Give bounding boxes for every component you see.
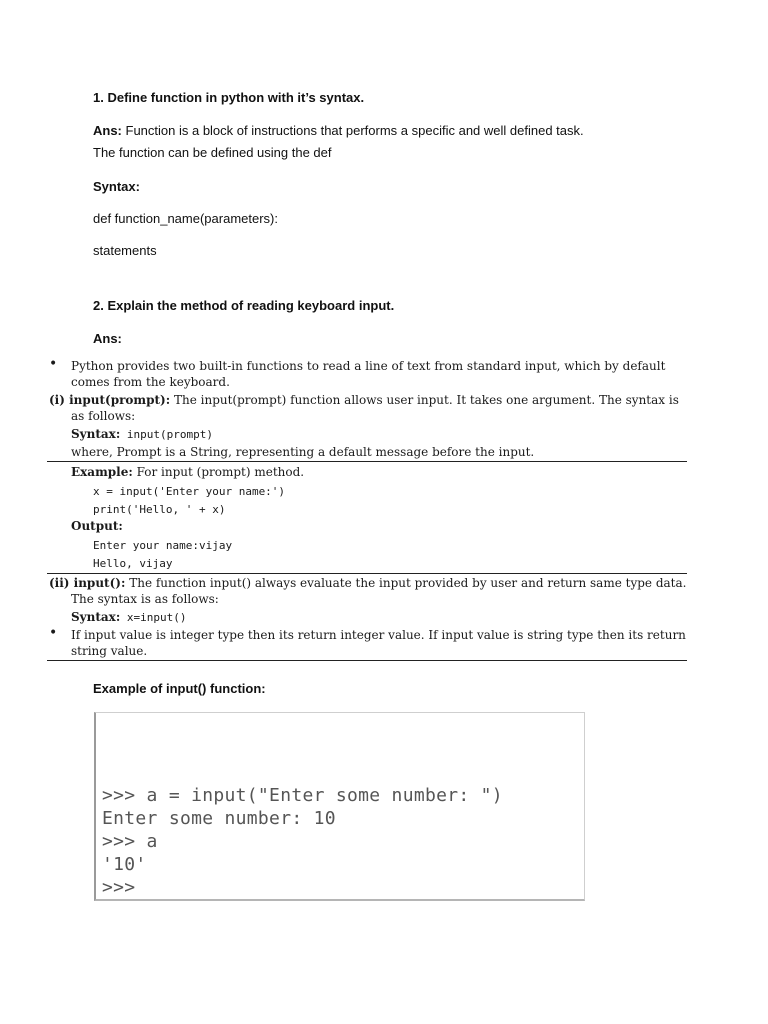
console-line: Enter some number: 10 <box>102 808 336 829</box>
input-func-line-2: The syntax is as follows: <box>71 592 219 606</box>
bullet-1-line-1: Python provides two built-in functions to read a line of text from standard input, which by default <box>71 359 666 373</box>
divider <box>47 461 687 462</box>
bullet-2-line-1: If input value is integer type then its return integer value. If input value is string type then its return <box>71 628 686 642</box>
input-prompt-line-2: as follows: <box>71 409 136 423</box>
divider <box>47 660 687 661</box>
python-console-screenshot <box>94 712 585 901</box>
question-2-title: 2. Explain the method of reading keyboard input. <box>93 298 395 313</box>
input-prompt-syntax <box>71 426 213 443</box>
output-label: Output: <box>71 519 123 533</box>
code-line-1: x = input('Enter your name:') <box>93 485 286 498</box>
where-line: where, Prompt is a String, representing a default message before the input. <box>71 445 535 459</box>
example-text: For input (prompt) method. <box>132 465 305 479</box>
example-heading: Example of input() function: <box>93 681 266 696</box>
question-1-title: 1. Define function in python with it’s syntax. <box>93 90 365 105</box>
syntax-code: x=input() <box>120 611 187 624</box>
divider <box>47 573 687 574</box>
syntax-code: input(prompt) <box>120 428 213 441</box>
console-line: '10' <box>102 854 147 875</box>
code-line-2: print('Hello, ' + x) <box>93 503 226 516</box>
answer-1-line-2: The function can be defined using the def <box>93 145 332 160</box>
syntax-statements: statements <box>93 243 157 258</box>
syntax-definition: def function_name(parameters): <box>93 211 278 226</box>
answer-text: Function is a block of instructions that performs a specific and well defined task. <box>121 123 584 138</box>
syntax-label: Syntax: <box>71 610 121 624</box>
input-func-text: The function input() always evaluate the input provided by user and return same type data. <box>125 576 687 590</box>
bullet-2-line-2: string value. <box>71 644 148 658</box>
input-prompt-line-1 <box>49 392 679 408</box>
syntax-label: Syntax: <box>71 427 121 441</box>
console-line: >>> a = input("Enter some number: ") <box>102 785 503 806</box>
answer-label: Ans: <box>93 123 122 138</box>
syntax-label: Syntax: <box>93 179 140 194</box>
console-line: >>> <box>102 877 136 898</box>
bullet-icon: • <box>49 356 58 372</box>
bullet-1-line-2: comes from the keyboard. <box>71 375 230 389</box>
console-line: >>> a <box>102 831 158 852</box>
example-line <box>71 464 304 480</box>
answer-2-label: Ans: <box>93 331 122 346</box>
input-prompt-text: The input(prompt) function allows user input. It takes one argument. The syntax is <box>170 393 679 407</box>
input-prompt-label: (i) input(prompt): <box>49 393 171 407</box>
input-func-syntax <box>71 609 187 626</box>
output-line-2: Hello, vijay <box>93 557 173 570</box>
example-label: Example: <box>71 465 133 479</box>
input-func-line-1 <box>49 575 686 591</box>
bullet-icon: • <box>49 625 58 641</box>
input-func-label: (ii) input(): <box>49 576 126 590</box>
output-line-1: Enter your name:vijay <box>93 539 233 552</box>
